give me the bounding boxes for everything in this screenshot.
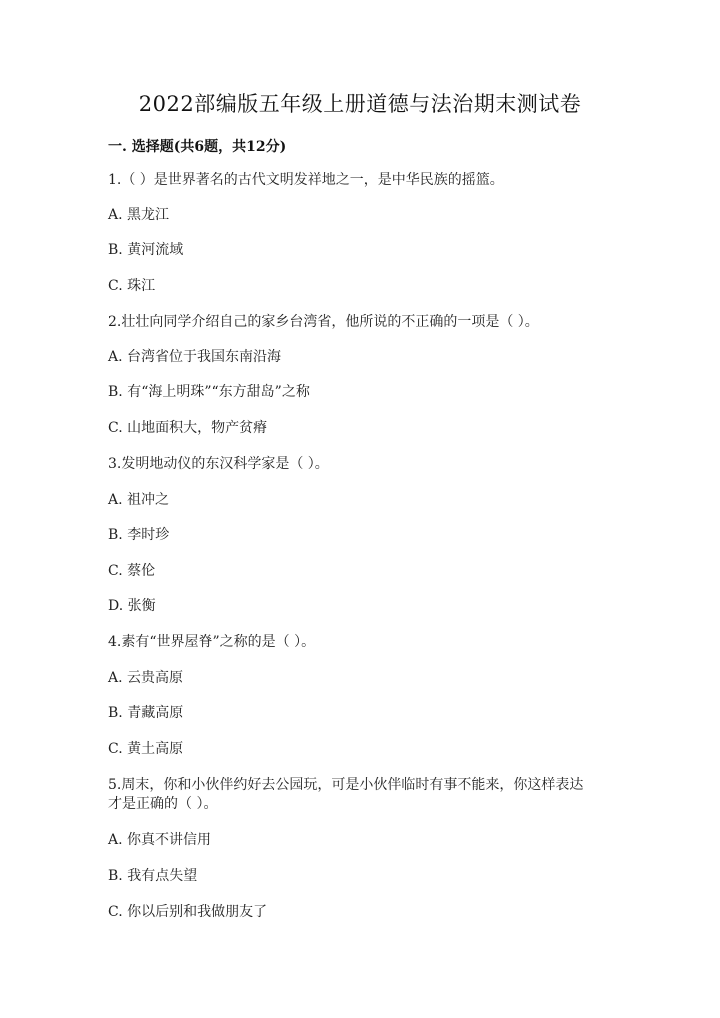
question-5-option-b: B. 我有点失望 [108, 868, 198, 884]
question-5-option-a: A. 你真不讲信用 [108, 832, 212, 848]
question-5-stem-continued: 才是正确的（ ）。 [108, 796, 218, 812]
question-1-option-c: C. 珠江 [108, 278, 156, 294]
question-4-option-c: C. 黄土高原 [108, 741, 184, 757]
question-4-option-a: A. 云贵高原 [108, 670, 184, 686]
question-2-option-b: B. 有“海上明珠”“东方甜岛”之称 [108, 384, 310, 400]
question-3-option-d: D. 张衡 [108, 598, 156, 614]
question-2-option-a: A. 台湾省位于我国东南沿海 [108, 349, 282, 365]
section-heading: 一. 选择题(共6题，共12分) [108, 139, 287, 155]
question-2-stem: 2.壮壮向同学介绍自己的家乡台湾省，他所说的不正确的一项是（ ）。 [108, 314, 539, 330]
question-3-option-a: A. 祖冲之 [108, 492, 170, 508]
document-title: 2022部编版五年级上册道德与法治期末测试卷 [138, 92, 582, 116]
question-3-stem: 3.发明地动仪的东汉科学家是（ ）。 [108, 456, 329, 472]
question-5-option-c: C. 你以后别和我做朋友了 [108, 904, 268, 920]
question-5-stem: 5.周末，你和小伙伴约好去公园玩，可是小伙伴临时有事不能来，你这样表达 [108, 777, 584, 793]
question-4-option-b: B. 青藏高原 [108, 705, 184, 721]
question-4-stem: 4.素有“世界屋脊”之称的是（ ）。 [108, 634, 316, 650]
question-3-option-c: C. 蔡伦 [108, 563, 156, 579]
question-1-stem: 1.（ ）是世界著名的古代文明发祥地之一，是中华民族的摇篮。 [108, 172, 504, 188]
question-2-option-c: C. 山地面积大，物产贫瘠 [108, 420, 268, 436]
question-3-option-b: B. 李时珍 [108, 527, 170, 543]
question-1-option-b: B. 黄河流域 [108, 242, 184, 258]
question-1-option-a: A. 黑龙江 [108, 207, 170, 223]
